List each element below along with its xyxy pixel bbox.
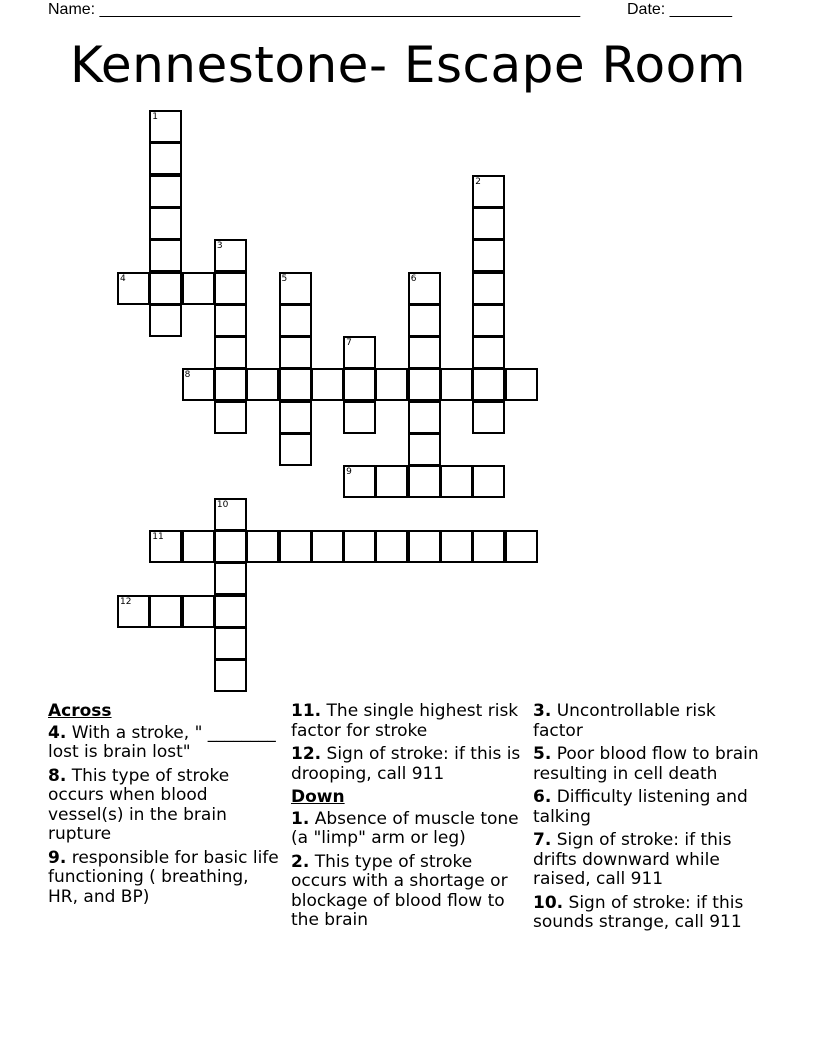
crossword-cell[interactable] [149,272,182,305]
clue-down-2: 2. This type of stroke occurs with a shortage or blockage of blood flow to the brain [291,851,508,930]
clue-number: 10 [216,499,229,510]
crossword-cell[interactable] [279,433,312,466]
crossword-cell[interactable] [117,272,150,305]
clue-across-8: 8. This type of stroke occurs when blood vessel(s) in the brain rupture [48,765,230,844]
crossword-cell[interactable] [311,530,344,563]
clue-across-9: 9. responsible for basic life functioning ( breathing, HR, and BP) [48,847,279,907]
across-heading: Across [48,701,112,721]
crossword-cell[interactable] [182,368,215,401]
crossword-cell[interactable] [472,530,505,563]
crossword-cell[interactable] [408,465,441,498]
crossword-cell[interactable] [214,627,247,660]
crossword-cell[interactable] [375,530,408,563]
clues-column-1 [48,702,280,911]
crossword-cell[interactable] [408,433,441,466]
crossword-cell[interactable] [408,336,441,369]
crossword-cell[interactable] [149,304,182,337]
crossword-cell[interactable] [472,175,505,208]
crossword-cell[interactable] [149,239,182,272]
crossword-cell[interactable] [375,465,408,498]
crossword-cell[interactable] [408,368,441,401]
crossword-cell[interactable] [440,465,473,498]
page-title: Kennestone- Escape Room [70,36,746,94]
clue-down-10: 10. Sign of stroke: if this sounds strange, call 911 [533,892,744,932]
clue-down-1: 1. Absence of muscle tone (a "limp" arm or leg) [291,808,519,848]
clues-column-3 [533,702,765,937]
clue-down-7: 7. Sign of stroke: if this drifts downward while raised, call 911 [533,830,732,889]
crossword-cell[interactable] [214,336,247,369]
crossword-cell[interactable] [149,110,182,143]
crossword-cell[interactable] [472,465,505,498]
crossword-cell[interactable] [214,239,247,272]
crossword-cell[interactable] [408,401,441,434]
clue-down-6: 6. Difficulty listening and talking [533,787,748,827]
clue-down-3: 3. Uncontrollable risk factor [533,701,716,741]
crossword-cell[interactable] [149,595,182,628]
clue-number: 9 [346,467,352,478]
clue-number: 5 [281,273,288,284]
crossword-cell[interactable] [279,272,312,305]
crossword-cell[interactable] [472,239,505,272]
clue-across-4: 4. With a stroke, " ________ lost is brain lost" [48,722,276,762]
crossword-cell[interactable] [149,207,182,240]
crossword-cell[interactable] [279,304,312,337]
crossword-cell[interactable] [472,368,505,401]
clue-number: 1 [152,112,159,122]
crossword-cell[interactable] [343,465,376,498]
clue-down-5: 5. Poor blood flow to brain resulting in cell death [533,744,759,784]
clue-number: 6 [410,273,417,284]
crossword-cell[interactable] [472,207,505,240]
clue-number: 8 [184,370,191,381]
crossword-cell[interactable] [182,272,215,305]
crossword-cell[interactable] [279,401,312,434]
crossword-cell[interactable] [472,401,505,434]
crossword-cell[interactable] [117,595,150,628]
crossword-cell[interactable] [214,498,247,531]
crossword-cell[interactable] [214,562,247,595]
clue-number: 12 [120,596,132,607]
crossword-cell[interactable] [214,272,247,305]
crossword-cell[interactable] [246,368,279,401]
crossword-cell[interactable] [375,368,408,401]
crossword-cell[interactable] [214,401,247,434]
crossword-cell[interactable] [440,368,473,401]
crossword-cell[interactable] [343,401,376,434]
crossword-cell[interactable] [472,272,505,305]
clue-number: 4 [120,273,126,284]
crossword-cell[interactable] [182,530,215,563]
clue-number: 11 [152,531,164,542]
crossword-cell[interactable] [472,336,505,369]
name-field-line: Name: ______________________________________________________ [48,1,581,18]
crossword-cell[interactable] [279,368,312,401]
date-field-line: Date: _______ [627,1,732,18]
crossword-cell[interactable] [408,530,441,563]
crossword-cell[interactable] [149,142,182,175]
crossword-cell[interactable] [149,175,182,208]
down-heading: Down [291,787,345,807]
crossword-cell[interactable] [214,659,247,692]
crossword-cell[interactable] [408,272,441,305]
clue-number: 3 [216,241,223,252]
crossword-cell[interactable] [214,304,247,337]
clue-number: 7 [346,338,352,349]
crossword-cell[interactable] [214,530,247,563]
crossword-cell[interactable] [214,595,247,628]
clue-across-11: 11. The single highest risk factor for stroke [291,701,519,741]
crossword-cell[interactable] [343,368,376,401]
clue-across-12: 12. Sign of stroke: if this is drooping, call 911 [291,744,521,784]
clues-column-2 [291,702,523,935]
crossword-cell[interactable] [246,530,279,563]
crossword-cell[interactable] [279,336,312,369]
clue-number: 2 [475,176,482,187]
crossword-cell[interactable] [505,368,538,401]
crossword-cell[interactable] [182,595,215,628]
crossword-cell[interactable] [440,530,473,563]
crossword-cell[interactable] [505,530,538,563]
crossword-cell[interactable] [149,530,182,563]
crossword-cell[interactable] [343,336,376,369]
crossword-cell[interactable] [343,530,376,563]
crossword-cell[interactable] [311,368,344,401]
crossword-cell[interactable] [472,304,505,337]
crossword-cell[interactable] [214,368,247,401]
crossword-cell[interactable] [408,304,441,337]
crossword-cell[interactable] [279,530,312,563]
